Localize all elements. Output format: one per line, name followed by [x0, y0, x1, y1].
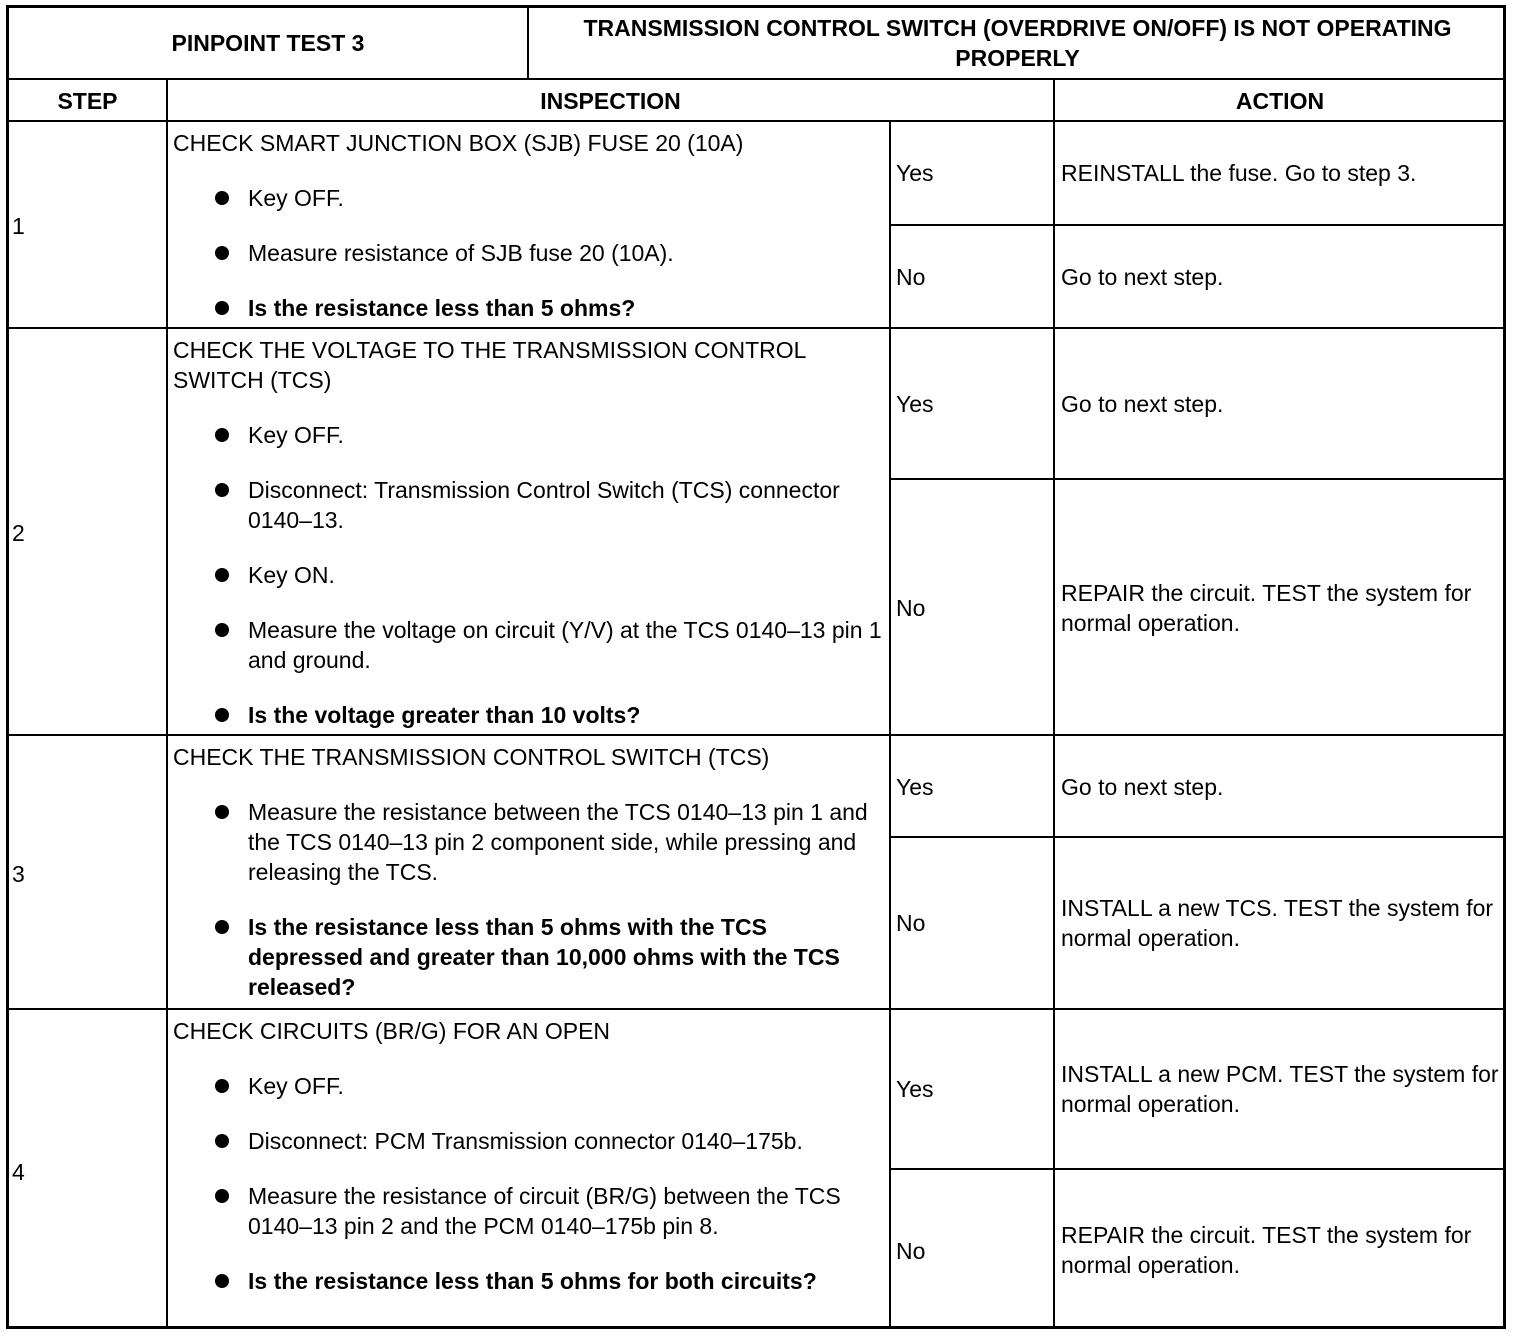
yes-label: Yes — [896, 774, 934, 800]
yes-action: INSTALL a new PCM. TEST the system for normal operation. — [1061, 1061, 1499, 1117]
yes-label: Yes — [896, 391, 934, 417]
divider — [1053, 79, 1055, 1327]
bullet-icon — [215, 623, 229, 637]
bullet-item: Key OFF. — [173, 1071, 885, 1101]
bullet-item: Key OFF. — [173, 183, 885, 213]
no-action: REPAIR the circuit. TEST the system for normal operation. — [1061, 1222, 1472, 1278]
divider — [8, 1008, 1505, 1010]
divider — [890, 478, 1505, 480]
action-header: ACTION — [1235, 88, 1325, 114]
bullet-question: Is the resistance less than 5 ohms for both circuits? — [173, 1266, 885, 1296]
bullet-icon — [215, 1079, 229, 1093]
bullet-question: Is the voltage greater than 10 volts? — [173, 700, 885, 730]
bullet-icon — [215, 708, 229, 722]
step-inspection — [173, 335, 885, 730]
bullet-item: Measure the voltage on circuit (Y/V) at the TCS 0140–13 pin 1 and ground. — [173, 615, 885, 675]
step-inspection — [173, 742, 885, 1002]
no-action: INSTALL a new TCS. TEST the system for normal operation. — [1061, 895, 1494, 951]
inspection-header: INSPECTION — [540, 88, 681, 114]
no-action: Go to next step. — [1061, 264, 1224, 290]
yes-label: Yes — [896, 160, 934, 186]
divider — [527, 8, 529, 79]
bullet-icon — [215, 246, 229, 260]
test-title: PINPOINT TEST 3 — [171, 30, 365, 56]
bullet-icon — [215, 483, 229, 497]
divider — [166, 79, 168, 1327]
no-label: No — [896, 1238, 926, 1264]
test-description: TRANSMISSION CONTROL SWITCH (OVERDRIVE ON/OFF) IS NOT OPERATING PROPERLY — [583, 15, 1452, 71]
step-inspection — [173, 128, 885, 323]
divider — [890, 224, 1505, 226]
bullet-icon — [215, 428, 229, 442]
divider — [8, 120, 1505, 122]
no-label: No — [896, 910, 926, 936]
divider — [890, 1168, 1505, 1170]
yes-label: Yes — [896, 1076, 934, 1102]
step-number: 3 — [12, 861, 25, 887]
bullet-icon — [215, 301, 229, 315]
bullet-item: Measure the resistance between the TCS 0140–13 pin 1 and the TCS 0140–13 pin 2 component side, while pressing and releasing the TCS. — [173, 797, 885, 887]
bullet-item: Measure the resistance of circuit (BR/G) between the TCS 0140–13 pin 2 and the PCM 0140–175b pin 8. — [173, 1181, 885, 1241]
divider — [8, 78, 1505, 80]
bullet-icon — [215, 1189, 229, 1203]
yes-action: Go to next step. — [1061, 391, 1224, 417]
bullet-item: Key ON. — [173, 560, 885, 590]
bullet-icon — [215, 805, 229, 819]
step-heading: CHECK THE TRANSMISSION CONTROL SWITCH (TCS) — [173, 744, 770, 770]
yes-action: REINSTALL the fuse. Go to step 3. — [1061, 160, 1417, 186]
no-label: No — [896, 264, 926, 290]
bullet-question: Is the resistance less than 5 ohms with the TCS depressed and greater than 10,000 ohms with the TCS released? — [173, 912, 885, 1002]
divider — [8, 327, 1505, 329]
bullet-item: Disconnect: PCM Transmission connector 0140–175b. — [173, 1126, 885, 1156]
step-number: 1 — [12, 213, 25, 239]
bullet-icon — [215, 920, 229, 934]
bullet-item: Key OFF. — [173, 420, 885, 450]
step-heading: CHECK THE VOLTAGE TO THE TRANSMISSION CONTROL SWITCH (TCS) — [173, 337, 806, 393]
yes-action: Go to next step. — [1061, 774, 1224, 800]
bullet-item: Disconnect: Transmission Control Switch (TCS) connector 0140–13. — [173, 475, 885, 535]
step-inspection — [173, 1016, 885, 1296]
no-action: REPAIR the circuit. TEST the system for normal operation. — [1061, 580, 1472, 636]
step-number: 2 — [12, 520, 25, 546]
bullet-item: Measure resistance of SJB fuse 20 (10A). — [173, 238, 885, 268]
step-heading: CHECK SMART JUNCTION BOX (SJB) FUSE 20 (10A) — [173, 130, 744, 156]
step-heading: CHECK CIRCUITS (BR/G) FOR AN OPEN — [173, 1018, 611, 1044]
bullet-icon — [215, 568, 229, 582]
divider — [890, 836, 1505, 838]
bullet-icon — [215, 1134, 229, 1148]
bullet-icon — [215, 1274, 229, 1288]
step-header: STEP — [57, 88, 118, 114]
bullet-icon — [215, 191, 229, 205]
divider — [889, 121, 891, 1327]
bullet-question: Is the resistance less than 5 ohms? — [173, 293, 885, 323]
divider — [8, 734, 1505, 736]
step-number: 4 — [12, 1159, 25, 1185]
no-label: No — [896, 595, 926, 621]
